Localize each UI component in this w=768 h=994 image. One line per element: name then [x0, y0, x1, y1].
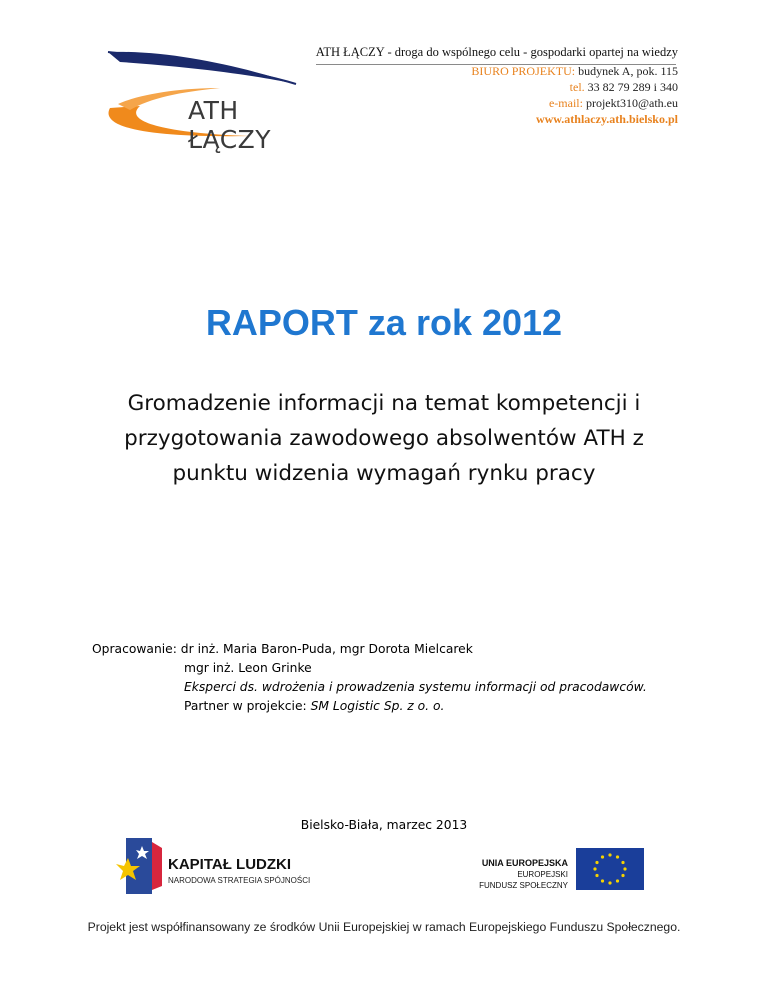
eu-text-block — [420, 858, 568, 891]
partner-label: Partner w projekcie: — [184, 699, 307, 713]
header-tagline: ATH ŁĄCZY - droga do wspólnego celu - gospodarki opartej na wiedzy — [315, 45, 678, 59]
ath-laczy-logo — [100, 44, 330, 154]
tel-line — [316, 79, 678, 95]
partner-line — [92, 697, 647, 716]
authors-block — [92, 640, 647, 716]
office-value: budynek A, pok. 115 — [578, 64, 678, 78]
authors-line-1 — [92, 640, 647, 659]
authors-label: Opracowanie: — [92, 642, 177, 656]
eu-line-1: UNIA EUROPEJSKA — [481, 858, 568, 868]
tel-label: tel. — [569, 80, 585, 94]
eu-line-3: FUNDUSZ SPOŁECZNY — [479, 881, 568, 890]
website-link[interactable]: www.athlaczy.ath.bielsko.pl — [535, 112, 678, 126]
authors-names-2: mgr inż. Leon Grinke — [184, 661, 312, 675]
kapital-ludzki-emblem-icon — [114, 838, 164, 898]
header-contact-block — [316, 44, 678, 127]
email-value[interactable]: projekt310@ath.eu — [585, 96, 678, 110]
office-label: BIURO PROJEKTU: — [471, 64, 576, 78]
place-date: Bielsko-Biała, marzec 2013 — [300, 818, 468, 832]
eu-flag-icon — [576, 848, 644, 890]
kapital-ludzki-logo — [114, 838, 354, 898]
authors-role: Eksperci ds. wdrożenia i prowadzenia systemu informacji od pracodawców. — [184, 680, 647, 694]
report-subtitle: Gromadzenie informacji na temat kompetencji i przygotowania zawodowego absolwentów ATH z punktu widzenia wymagań rynku pracy — [124, 391, 644, 486]
tel-value: 33 82 79 289 i 340 — [587, 80, 678, 94]
email-line — [316, 95, 678, 111]
logo-text: ATH ŁĄCZY — [188, 96, 272, 154]
footer-funding-note: Projekt jest współfinansowany ze środków Unii Europejskiej w ramach Europejskiego Funduszu Społecznego. — [87, 920, 681, 934]
email-label: e-mail: — [548, 96, 583, 110]
kapital-ludzki-subtitle: NARODOWA STRATEGIA SPÓJNOŚCI — [168, 876, 311, 885]
partner-name: SM Logistic Sp. z o. o. — [310, 699, 445, 713]
eu-line-2: EUROPEJSKI — [517, 870, 568, 879]
authors-names-1: dr inż. Maria Baron-Puda, mgr Dorota Mielcarek — [180, 642, 473, 656]
kapital-ludzki-title: KAPITAŁ LUDZKI — [168, 856, 292, 873]
report-title: RAPORT za rok 2012 — [205, 302, 563, 343]
office-line — [316, 63, 678, 79]
